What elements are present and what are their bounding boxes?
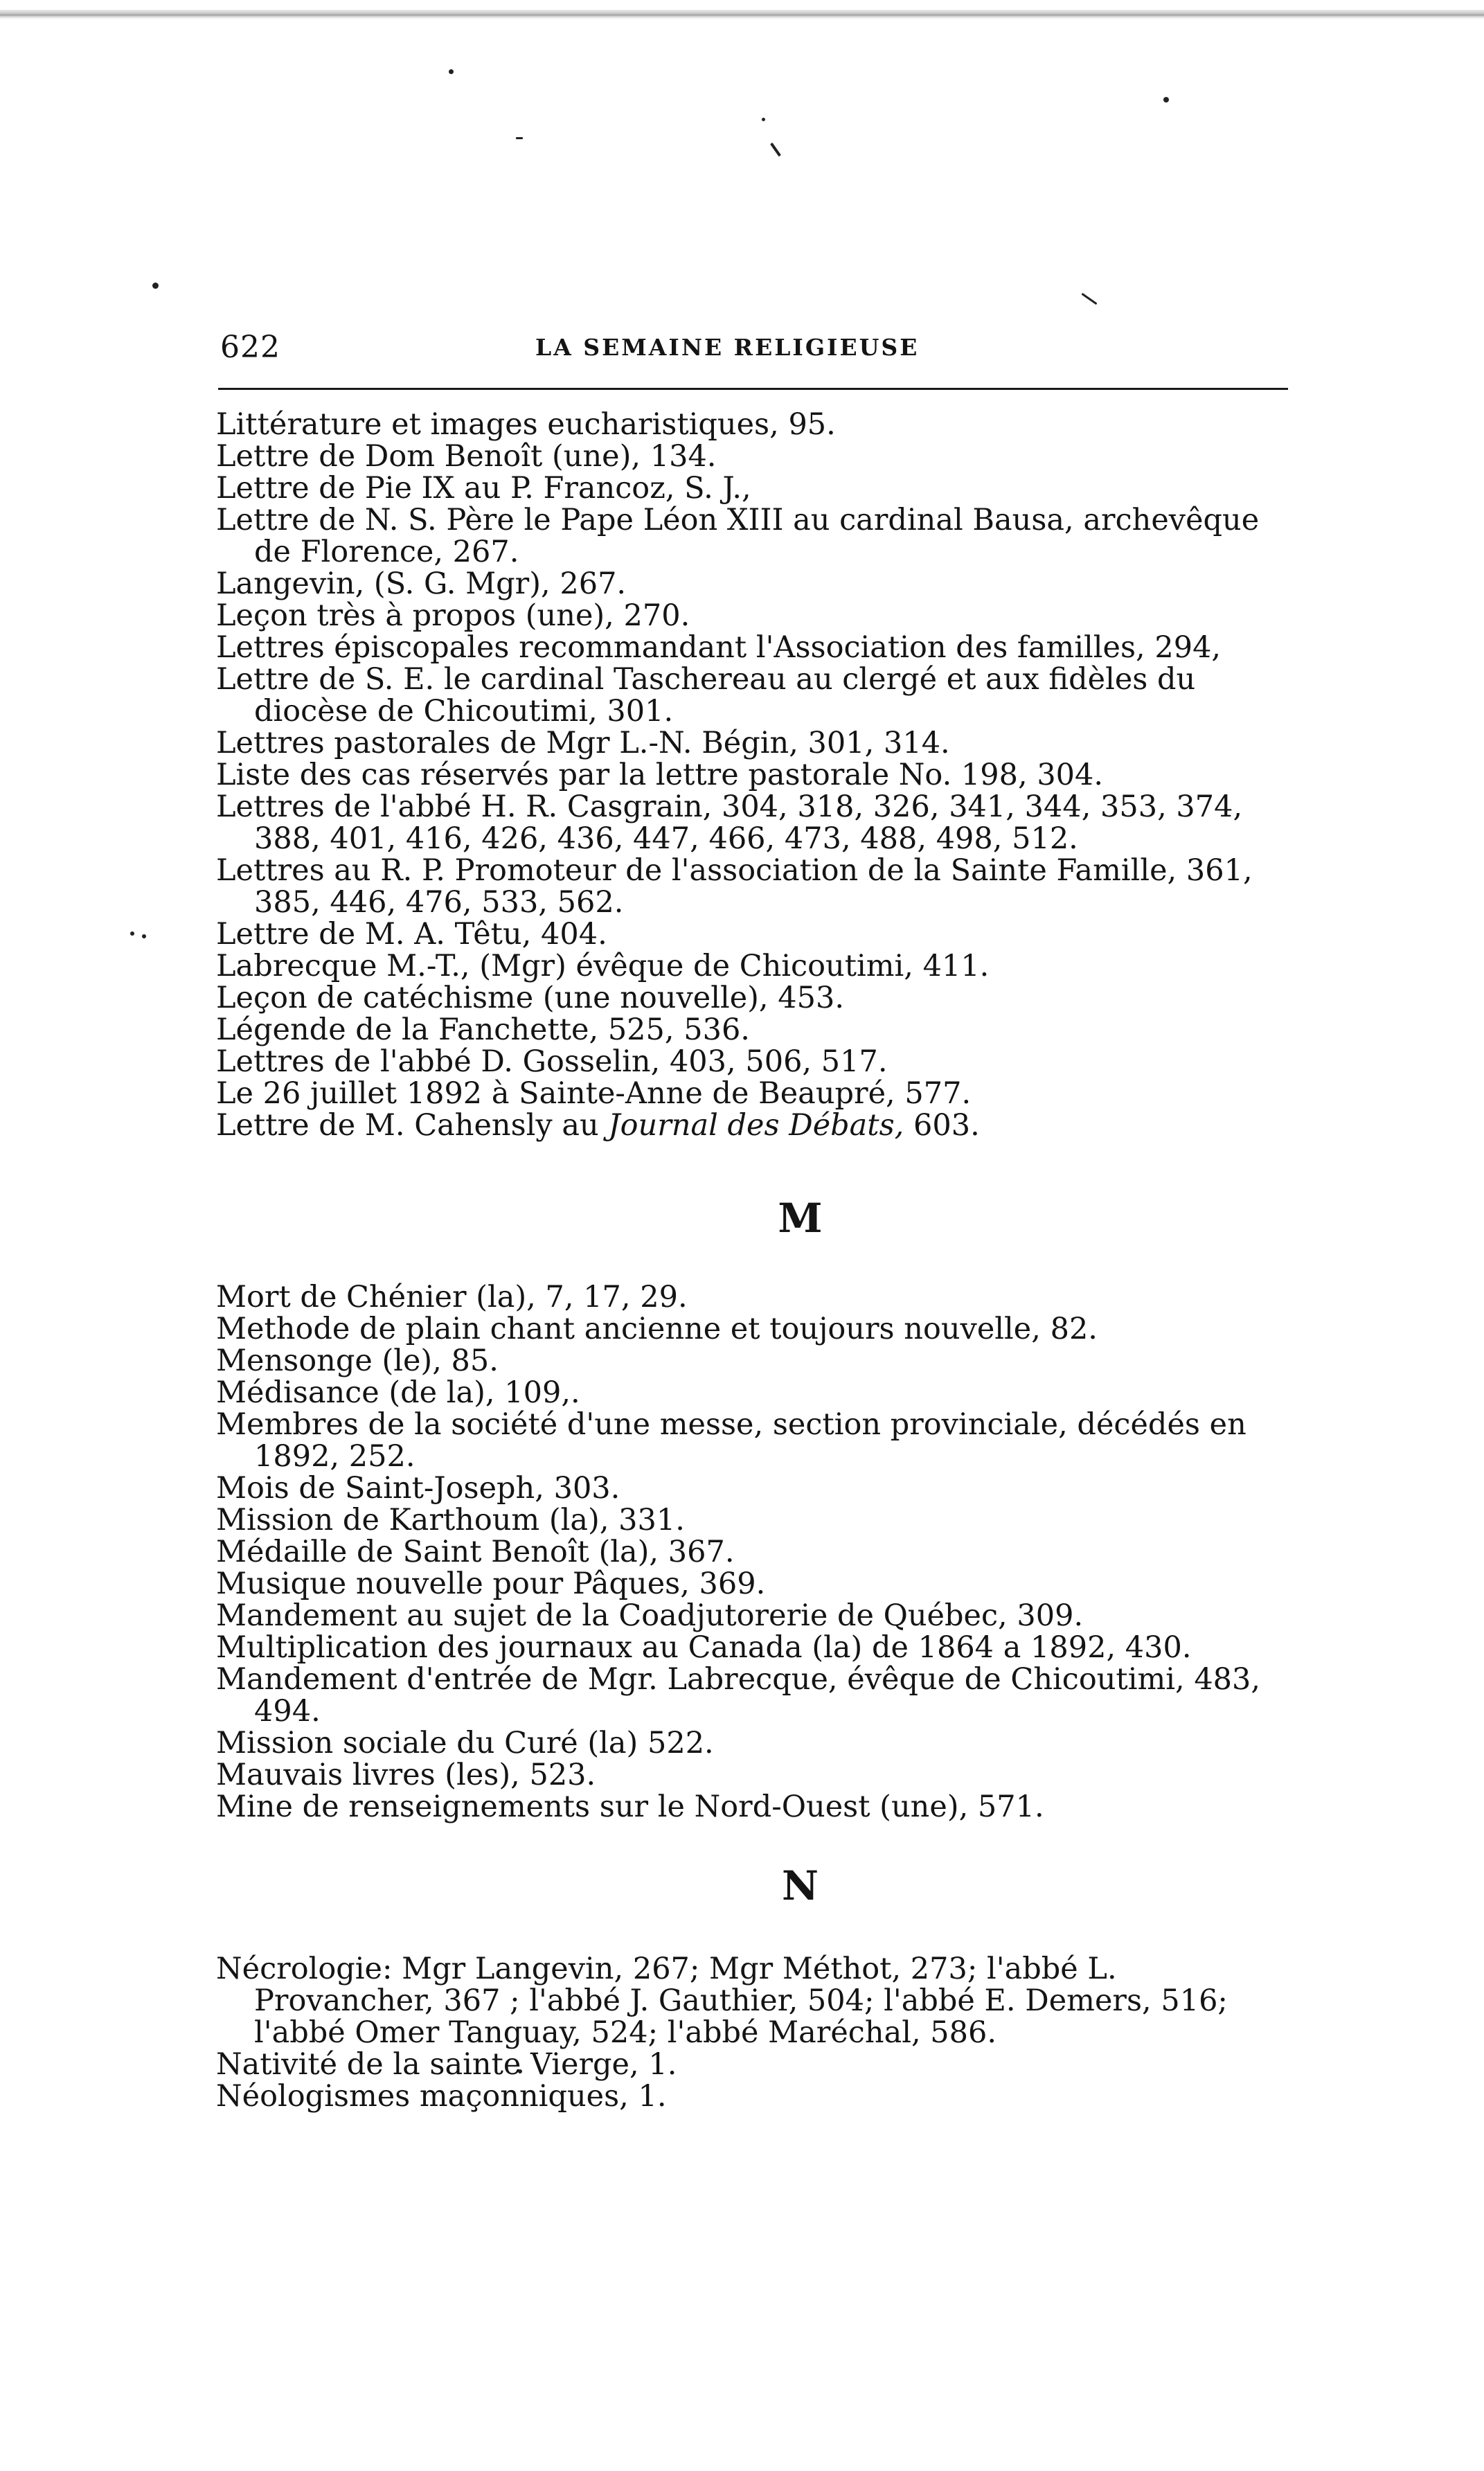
index-entry: Légende de la Fanchette, 525, 536. — [216, 1013, 750, 1047]
page-number: 622 — [220, 330, 280, 365]
index-entry: Nécrologie: Mgr Langevin, 267; Mgr Méthot, 273; l'abbé L. Provancher, 367 ; l'abbé J. Gauthier, 504; l'abbé E. Demers, 516; l'abbé Omer Tanguay, 524; l'abbé Maréchal, 586. — [216, 1952, 1228, 2050]
index-entry: Mine de renseignements sur le Nord-Ouest (une), 571. — [216, 1790, 1044, 1824]
entry-text: Lettre de M. Cahensly au — [216, 1108, 609, 1143]
section-letter-n: N — [781, 1862, 817, 1909]
index-entry: Néologismes maçonniques, 1. — [216, 2079, 667, 2114]
index-entry: Lettres pastorales de Mgr L.-N. Bégin, 301, 314. — [216, 726, 950, 760]
scan-speck — [1163, 97, 1169, 102]
section-letter-m: M — [778, 1195, 821, 1242]
scan-speck — [762, 118, 765, 121]
index-entry: Lettres de l'abbé H. R. Casgrain, 304, 318, 326, 341, 344, 353, 374, 388, 401, 416, 426, 436, 447, 466, 473, 488, 498, 512. — [216, 790, 1243, 856]
scan-speck — [142, 934, 146, 938]
index-entry: Langevin, (S. G. Mgr), 267. — [216, 567, 627, 601]
index-entry: Le 26 juillet 1892 à Sainte-Anne de Beaupré, 577. — [216, 1076, 972, 1111]
index-entry: Lettre de Dom Benoît (une), 134. — [216, 439, 717, 474]
index-entry: Liste des cas réservés par la lettre pastorale No. 198, 304. — [216, 758, 1104, 792]
scan-speck — [152, 283, 159, 289]
index-entry: Labrecque M.-T., (Mgr) évêque de Chicoutimi, 411. — [216, 949, 990, 983]
index-entry: Mandement au sujet de la Coadjutorerie de Québec, 309. — [216, 1598, 1084, 1633]
index-entry: Methode de plain chant ancienne et toujours nouvelle, 82. — [216, 1312, 1098, 1346]
entry-text: 603. — [904, 1108, 980, 1143]
index-entry: Lettre de M. A. Têtu, 404. — [216, 917, 607, 952]
index-entry: Mort de Chénier (la), 7, 17, 29. — [216, 1280, 688, 1314]
index-entry: Mission de Karthoum (la), 331. — [216, 1503, 685, 1537]
index-entry: Médaille de Saint Benoît (la), 367. — [216, 1535, 735, 1569]
index-entry: Mission sociale du Curé (la) 522. — [216, 1726, 714, 1760]
scan-edge-shadow — [0, 10, 1484, 19]
index-entry: Musique nouvelle pour Pâques, 369. — [216, 1567, 766, 1601]
scan-speck — [770, 143, 781, 157]
index-entry: Leçon de catéchisme (une nouvelle), 453. — [216, 981, 845, 1015]
index-entry: Lettres au R. P. Promoteur de l'association de la Sainte Famille, 361, 385, 446, 476, 533, 562. — [216, 853, 1253, 920]
section-n — [216, 1953, 1300, 2112]
running-title: LA SEMAINE RELIGIEUSE — [535, 334, 920, 361]
index-entry: Mensonge (le), 85. — [216, 1344, 499, 1378]
section-l — [216, 409, 1300, 1141]
index-entry: Nativité de la sainte Vierge, 1. — [216, 2047, 677, 2082]
index-entry: Mauvais livres (les), 523. — [216, 1758, 596, 1792]
index-entry: Littérature et images eucharistiques, 95. — [216, 407, 836, 442]
scan-speck — [516, 137, 523, 139]
scan-speck — [130, 931, 134, 936]
index-entry: Lettres de l'abbé D. Gosselin, 403, 506, 517. — [216, 1044, 888, 1079]
index-entry: Lettre de N. S. Père le Pape Léon XIII au cardinal Bausa, archevêque de Florence, 267. — [216, 503, 1260, 569]
index-entry: Multiplication des journaux au Canada (la) de 1864 a 1892, 430. — [216, 1630, 1192, 1665]
scan-speck — [449, 69, 454, 74]
index-entry: Mois de Saint-Joseph, 303. — [216, 1471, 620, 1506]
index-entry: Membres de la société d'une messe, section provinciale, décédés en 1892, 252. — [216, 1407, 1246, 1474]
page-header — [220, 325, 1287, 374]
section-m — [216, 1281, 1300, 1823]
index-entry: Lettres épiscopales recommandant l'Association des familles, 294, — [216, 630, 1222, 665]
index-entry: Mandement d'entrée de Mgr. Labrecque, évêque de Chicoutimi, 483, 494. — [216, 1662, 1261, 1729]
index-entry: Leçon très à propos (une), 270. — [216, 598, 690, 633]
index-entry: Lettre de S. E. le cardinal Taschereau au clergé et aux fidèles du diocèse de Chicoutimi, 301. — [216, 662, 1196, 729]
index-page — [216, 409, 1300, 2112]
index-entry: Lettre de Pie IX au P. Francoz, S. J., — [216, 471, 751, 506]
index-entry-journal-des-debats — [216, 1109, 1300, 1141]
index-entry: Médisance (de la), 109,. — [216, 1375, 580, 1410]
scan-speck — [1081, 293, 1097, 305]
journal-title: Journal des Débats, — [608, 1108, 904, 1143]
header-rule — [218, 388, 1288, 390]
